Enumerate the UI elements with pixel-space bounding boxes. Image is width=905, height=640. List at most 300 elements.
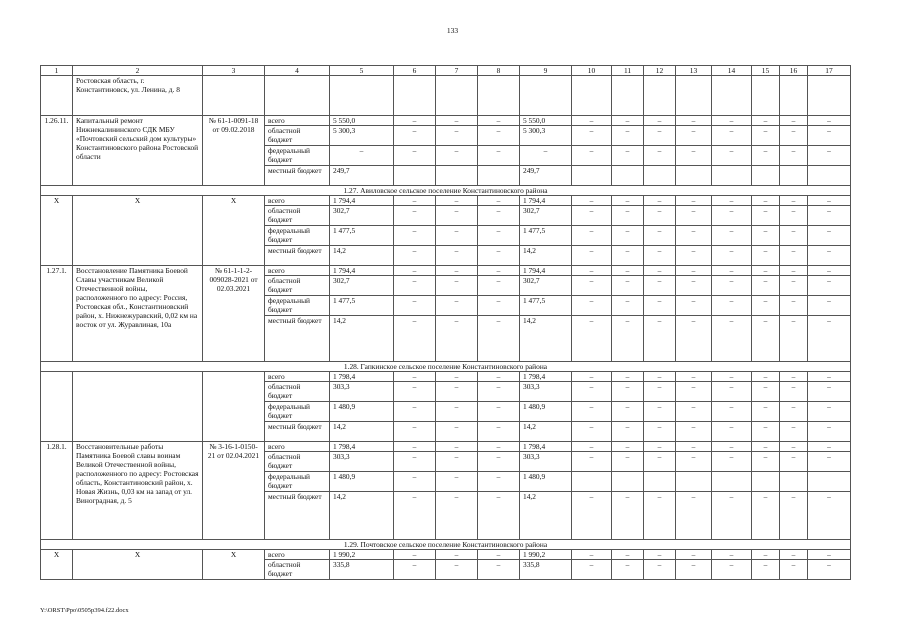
dash-cell: – <box>780 196 808 206</box>
x-mark: Х <box>73 196 203 266</box>
dash-cell: – <box>644 442 676 452</box>
dash-cell: – <box>572 196 612 206</box>
dash-cell: – <box>612 492 644 540</box>
dash-cell: – <box>676 452 712 472</box>
value-col9: – <box>520 146 572 166</box>
x-mark: Х <box>73 550 203 580</box>
dash-cell: – <box>808 116 851 126</box>
dash-cell: – <box>780 372 808 382</box>
value-col5: 303,3 <box>330 452 394 472</box>
value-col9: 14,2 <box>520 316 572 362</box>
budget-label: областной бюджет <box>265 560 330 580</box>
budget-label: областной бюджет <box>265 452 330 472</box>
col-13: 13 <box>676 66 712 76</box>
dash-cell: – <box>644 452 676 472</box>
dash-cell: – <box>394 276 436 296</box>
dash-cell: – <box>394 296 436 316</box>
dash-cell: – <box>394 452 436 472</box>
dash-cell: – <box>394 226 436 246</box>
dash-cell: – <box>676 316 712 362</box>
value-col5: 5 300,3 <box>330 126 394 146</box>
dash-cell: – <box>780 246 808 266</box>
dash-cell: – <box>394 492 436 540</box>
x-mark: Х <box>41 196 73 266</box>
dash-cell: – <box>676 442 712 452</box>
dash-cell: – <box>572 316 612 362</box>
item-document: № 61-1-1-2-009028-2021 от 02.03.2021 <box>203 266 265 362</box>
page-number: 133 <box>446 26 459 35</box>
dash-cell: – <box>478 146 520 166</box>
dash-cell: – <box>780 116 808 126</box>
value-col5: 1 477,5 <box>330 296 394 316</box>
dash-cell: – <box>572 206 612 226</box>
dash-cell: – <box>572 372 612 382</box>
dash-cell: – <box>752 206 780 226</box>
dash-cell: – <box>808 452 851 472</box>
dash-cell: – <box>712 196 752 206</box>
col-4: 4 <box>265 66 330 76</box>
dash-cell: – <box>808 226 851 246</box>
dash-cell: – <box>644 226 676 246</box>
dash-cell: – <box>436 382 478 402</box>
value-col9: 303,3 <box>520 382 572 402</box>
dash-cell: – <box>436 276 478 296</box>
dash-cell: – <box>676 206 712 226</box>
dash-cell: – <box>612 550 644 560</box>
budget-label: всего <box>265 196 330 206</box>
dash-cell: – <box>644 422 676 442</box>
dash-cell: – <box>808 296 851 316</box>
dash-cell: – <box>780 550 808 560</box>
dash-cell: – <box>752 372 780 382</box>
dash-cell: – <box>612 316 644 362</box>
dash-cell: – <box>780 276 808 296</box>
dash-cell: – <box>478 442 520 452</box>
value-col5: 1 990,2 <box>330 550 394 560</box>
value-col9: 302,7 <box>520 276 572 296</box>
value-col5: 335,8 <box>330 560 394 580</box>
dash-cell: – <box>612 116 644 126</box>
item-number: 1.27.1. <box>41 266 73 362</box>
value-col9: 1 794,4 <box>520 266 572 276</box>
dash-cell: – <box>712 276 752 296</box>
dash-cell: – <box>752 442 780 452</box>
dash-cell: – <box>676 422 712 442</box>
col-2: 2 <box>73 66 203 76</box>
dash-cell: – <box>644 246 676 266</box>
dash-cell: – <box>612 560 644 580</box>
dash-cell: – <box>436 316 478 362</box>
dash-cell: – <box>676 116 712 126</box>
dash-cell: – <box>394 442 436 452</box>
dash-cell: – <box>394 472 436 492</box>
item-number: 1.28.1. <box>41 442 73 540</box>
dash-cell: – <box>644 206 676 226</box>
col-11: 11 <box>612 66 644 76</box>
dash-cell: – <box>752 196 780 206</box>
value-col5: 249,7 <box>330 166 394 186</box>
col-7: 7 <box>436 66 478 76</box>
dash-cell: – <box>572 402 612 422</box>
table-row <box>41 76 851 116</box>
dash-cell: – <box>644 276 676 296</box>
budget-label: всего <box>265 116 330 126</box>
dash-cell: – <box>712 442 752 452</box>
dash-cell: – <box>436 266 478 276</box>
dash-cell: – <box>644 266 676 276</box>
table-row <box>41 442 851 452</box>
dash-cell: – <box>572 492 612 540</box>
dash-cell: – <box>712 560 752 580</box>
dash-cell: – <box>612 206 644 226</box>
dash-cell: – <box>780 266 808 276</box>
value-col5: 1 480,9 <box>330 402 394 422</box>
dash-cell: – <box>478 372 520 382</box>
dash-cell: – <box>752 246 780 266</box>
value-col5: 1 794,4 <box>330 196 394 206</box>
dash-cell: – <box>780 316 808 362</box>
dash-cell: – <box>712 550 752 560</box>
col-1: 1 <box>41 66 73 76</box>
dash-cell: – <box>478 560 520 580</box>
dash-cell: – <box>478 266 520 276</box>
section-title: 1.29. Почтовское сельское поселение Константиновского района <box>41 540 851 550</box>
dash-cell: – <box>752 316 780 362</box>
value-col9: 5 300,3 <box>520 126 572 146</box>
dash-cell: – <box>478 382 520 402</box>
dash-cell: – <box>478 276 520 296</box>
value-col9: 335,8 <box>520 560 572 580</box>
dash-cell: – <box>572 550 612 560</box>
budget-label: федеральный бюджет <box>265 472 330 492</box>
item-document: № 3-16-1-0150-21 от 02.04.2021 <box>203 442 265 540</box>
dash-cell: – <box>676 402 712 422</box>
dash-cell: – <box>712 126 752 146</box>
dash-cell: – <box>436 492 478 540</box>
header-row <box>41 66 851 76</box>
dash-cell: – <box>676 550 712 560</box>
dash-cell: – <box>780 560 808 580</box>
dash-cell: – <box>676 266 712 276</box>
budget-label: федеральный бюджет <box>265 402 330 422</box>
dash-cell: – <box>478 246 520 266</box>
dash-cell: – <box>572 296 612 316</box>
dash-cell: – <box>572 452 612 472</box>
dash-cell: – <box>712 316 752 362</box>
dash-cell: – <box>612 266 644 276</box>
dash-cell: – <box>808 146 851 166</box>
dash-cell: – <box>644 296 676 316</box>
dash-cell: – <box>780 422 808 442</box>
dash-cell: – <box>478 422 520 442</box>
dash-cell: – <box>644 550 676 560</box>
dash-cell: – <box>394 372 436 382</box>
dash-cell: – <box>752 146 780 166</box>
dash-cell: – <box>572 226 612 246</box>
dash-cell: – <box>676 276 712 296</box>
dash-cell: – <box>712 492 752 540</box>
dash-cell: – <box>478 452 520 472</box>
dash-cell: – <box>676 196 712 206</box>
dash-cell: – <box>676 372 712 382</box>
continued-address: Ростовская область, г. Константиновск, ул. Ленина, д. 8 <box>73 76 203 116</box>
dash-cell: – <box>780 296 808 316</box>
x-mark: Х <box>203 550 265 580</box>
budget-table <box>40 65 851 580</box>
dash-cell: – <box>644 492 676 540</box>
budget-label: областной бюджет <box>265 382 330 402</box>
dash-cell: – <box>676 226 712 246</box>
dash-cell: – <box>752 560 780 580</box>
dash-cell: – <box>394 266 436 276</box>
col-3: 3 <box>203 66 265 76</box>
dash-cell: – <box>644 560 676 580</box>
dash-cell: – <box>676 560 712 580</box>
section-row <box>41 186 851 196</box>
value-col9: 302,7 <box>520 206 572 226</box>
dash-cell: – <box>394 550 436 560</box>
value-col9: 1 798,4 <box>520 372 572 382</box>
value-col5: 1 794,4 <box>330 266 394 276</box>
dash-cell: – <box>752 452 780 472</box>
col-14: 14 <box>712 66 752 76</box>
value-col5: 14,2 <box>330 422 394 442</box>
dash-cell: – <box>780 402 808 422</box>
dash-cell: – <box>436 126 478 146</box>
item-number: 1.26.11. <box>41 116 73 186</box>
budget-label: местный бюджет <box>265 492 330 540</box>
dash-cell: – <box>712 116 752 126</box>
table-row <box>41 372 851 382</box>
section-row <box>41 540 851 550</box>
dash-cell: – <box>780 442 808 452</box>
dash-cell: – <box>572 266 612 276</box>
value-col5: 302,7 <box>330 206 394 226</box>
value-col9: 1 480,9 <box>520 402 572 422</box>
value-col9: 14,2 <box>520 492 572 540</box>
dash-cell: – <box>478 196 520 206</box>
dash-cell: – <box>676 146 712 166</box>
dash-cell: – <box>478 126 520 146</box>
value-col9: 1 794,4 <box>520 196 572 206</box>
dash-cell: – <box>808 372 851 382</box>
dash-cell: – <box>394 560 436 580</box>
budget-label: федеральный бюджет <box>265 146 330 166</box>
value-col9: 14,2 <box>520 422 572 442</box>
dash-cell: – <box>752 550 780 560</box>
dash-cell: – <box>644 196 676 206</box>
dash-cell: – <box>780 146 808 166</box>
dash-cell: – <box>436 226 478 246</box>
dash-cell: – <box>712 206 752 226</box>
item-document: № 61-1-0091-18 от 09.02.2018 <box>203 116 265 186</box>
dash-cell: – <box>752 276 780 296</box>
dash-cell: – <box>612 442 644 452</box>
dash-cell: – <box>808 550 851 560</box>
dash-cell: – <box>808 206 851 226</box>
dash-cell: – <box>478 492 520 540</box>
dash-cell: – <box>676 382 712 402</box>
dash-cell: – <box>780 226 808 246</box>
value-col9: 1 990,2 <box>520 550 572 560</box>
dash-cell: – <box>808 382 851 402</box>
dash-cell: – <box>572 560 612 580</box>
dash-cell: – <box>572 276 612 296</box>
dash-cell: – <box>478 472 520 492</box>
dash-cell: – <box>712 402 752 422</box>
dash-cell: – <box>808 442 851 452</box>
value-col9: 1 480,9 <box>520 472 572 492</box>
dash-cell: – <box>712 296 752 316</box>
dash-cell: – <box>752 382 780 402</box>
dash-cell: – <box>394 196 436 206</box>
dash-cell: – <box>394 146 436 166</box>
dash-cell: – <box>612 196 644 206</box>
dash-cell: – <box>780 382 808 402</box>
dash-cell: – <box>436 402 478 422</box>
dash-cell: – <box>478 226 520 246</box>
value-col5: – <box>330 146 394 166</box>
col-8: 8 <box>478 66 520 76</box>
dash-cell: – <box>752 296 780 316</box>
dash-cell: – <box>612 276 644 296</box>
value-col5: 302,7 <box>330 276 394 296</box>
dash-cell: – <box>612 146 644 166</box>
dash-cell: – <box>780 492 808 540</box>
dash-cell: – <box>478 316 520 362</box>
dash-cell: – <box>752 422 780 442</box>
dash-cell: – <box>572 146 612 166</box>
dash-cell: – <box>644 146 676 166</box>
dash-cell: – <box>436 422 478 442</box>
value-col9: 1 477,5 <box>520 226 572 246</box>
dash-cell: – <box>612 226 644 246</box>
table-row <box>41 196 851 206</box>
value-col5: 5 550,0 <box>330 116 394 126</box>
value-col9: 1 477,5 <box>520 296 572 316</box>
dash-cell: – <box>394 206 436 226</box>
dash-cell: – <box>612 382 644 402</box>
budget-label: всего <box>265 550 330 560</box>
budget-label: федеральный бюджет <box>265 226 330 246</box>
dash-cell: – <box>394 382 436 402</box>
dash-cell: – <box>436 560 478 580</box>
dash-cell: – <box>394 422 436 442</box>
item-name: Капитальный ремонт Нижнекалининского СДК МБУ «Почтовский сельский дом культуры» Константиновского района Ростовской области <box>73 116 203 186</box>
budget-label: местный бюджет <box>265 246 330 266</box>
dash-cell: – <box>808 196 851 206</box>
budget-label: областной бюджет <box>265 276 330 296</box>
col-12: 12 <box>644 66 676 76</box>
col-9: 9 <box>520 66 572 76</box>
table-row <box>41 550 851 560</box>
dash-cell: – <box>572 116 612 126</box>
dash-cell: – <box>436 550 478 560</box>
dash-cell: – <box>394 402 436 422</box>
budget-label: федеральный бюджет <box>265 296 330 316</box>
dash-cell: – <box>478 550 520 560</box>
section-title: 1.27. Авиловское сельское поселение Константиновского района <box>41 186 851 196</box>
item-name: Восстановление Памятника Боевой Славы участникам Великой Отечественной войны, расположенного по адресу: Россия, Ростовская обл., Константиновский район, х. Нижнежуравский, 0,02 км на восток от ул. Журавлиная, 10а <box>73 266 203 362</box>
section-row <box>41 362 851 372</box>
dash-cell: – <box>612 402 644 422</box>
dash-cell: – <box>808 316 851 362</box>
col-10: 10 <box>572 66 612 76</box>
value-col5: 14,2 <box>330 492 394 540</box>
dash-cell: – <box>436 206 478 226</box>
dash-cell: – <box>478 402 520 422</box>
value-col9: 1 798,4 <box>520 442 572 452</box>
col-16: 16 <box>780 66 808 76</box>
x-mark: Х <box>203 196 265 266</box>
dash-cell: – <box>394 116 436 126</box>
dash-cell: – <box>712 146 752 166</box>
dash-cell: – <box>612 372 644 382</box>
dash-cell: – <box>808 422 851 442</box>
dash-cell: – <box>436 372 478 382</box>
dash-cell: – <box>780 206 808 226</box>
value-col5: 1 480,9 <box>330 472 394 492</box>
x-mark: Х <box>41 550 73 580</box>
dash-cell: – <box>612 422 644 442</box>
dash-cell: – <box>478 206 520 226</box>
value-col9: 5 550,0 <box>520 116 572 126</box>
value-col5: 1 798,4 <box>330 372 394 382</box>
item-name: Восстановительные работы Памятника Боевой славы воинам Великой Отечественной войны, расположенного по адресу: Ростовская область, Константиновский район, х. Новая Жизнь, 0,03 км на запад от ул. Виноградная, д. 5 <box>73 442 203 540</box>
dash-cell: – <box>612 126 644 146</box>
section-title: 1.28. Гапкинское сельское поселение Константиновского района <box>41 362 851 372</box>
dash-cell: – <box>752 266 780 276</box>
col-5: 5 <box>330 66 394 76</box>
value-col9: 249,7 <box>520 166 572 186</box>
value-col5: 1 798,4 <box>330 442 394 452</box>
dash-cell: – <box>436 442 478 452</box>
dash-cell: – <box>752 492 780 540</box>
col-6: 6 <box>394 66 436 76</box>
budget-label: местный бюджет <box>265 316 330 362</box>
dash-cell: – <box>712 266 752 276</box>
dash-cell: – <box>436 452 478 472</box>
dash-cell: – <box>572 246 612 266</box>
dash-cell: – <box>394 246 436 266</box>
dash-cell: – <box>752 116 780 126</box>
budget-label: всего <box>265 442 330 452</box>
dash-cell: – <box>712 372 752 382</box>
dash-cell: – <box>808 560 851 580</box>
dash-cell: – <box>644 402 676 422</box>
dash-cell: – <box>676 246 712 266</box>
dash-cell: – <box>676 126 712 146</box>
dash-cell: – <box>712 422 752 442</box>
dash-cell: – <box>808 402 851 422</box>
dash-cell: – <box>394 126 436 146</box>
dash-cell: – <box>572 422 612 442</box>
dash-cell: – <box>478 116 520 126</box>
dash-cell: – <box>712 382 752 402</box>
dash-cell: – <box>780 452 808 472</box>
footer-file-path: Y:\ORST\Ppo\0505p394.f22.docx <box>40 607 129 614</box>
dash-cell: – <box>436 472 478 492</box>
dash-cell: – <box>752 126 780 146</box>
col-17: 17 <box>808 66 851 76</box>
dash-cell: – <box>478 296 520 316</box>
dash-cell: – <box>612 452 644 472</box>
dash-cell: – <box>808 126 851 146</box>
dash-cell: – <box>644 316 676 362</box>
dash-cell: – <box>712 452 752 472</box>
table-row <box>41 266 851 276</box>
dash-cell: – <box>436 296 478 316</box>
